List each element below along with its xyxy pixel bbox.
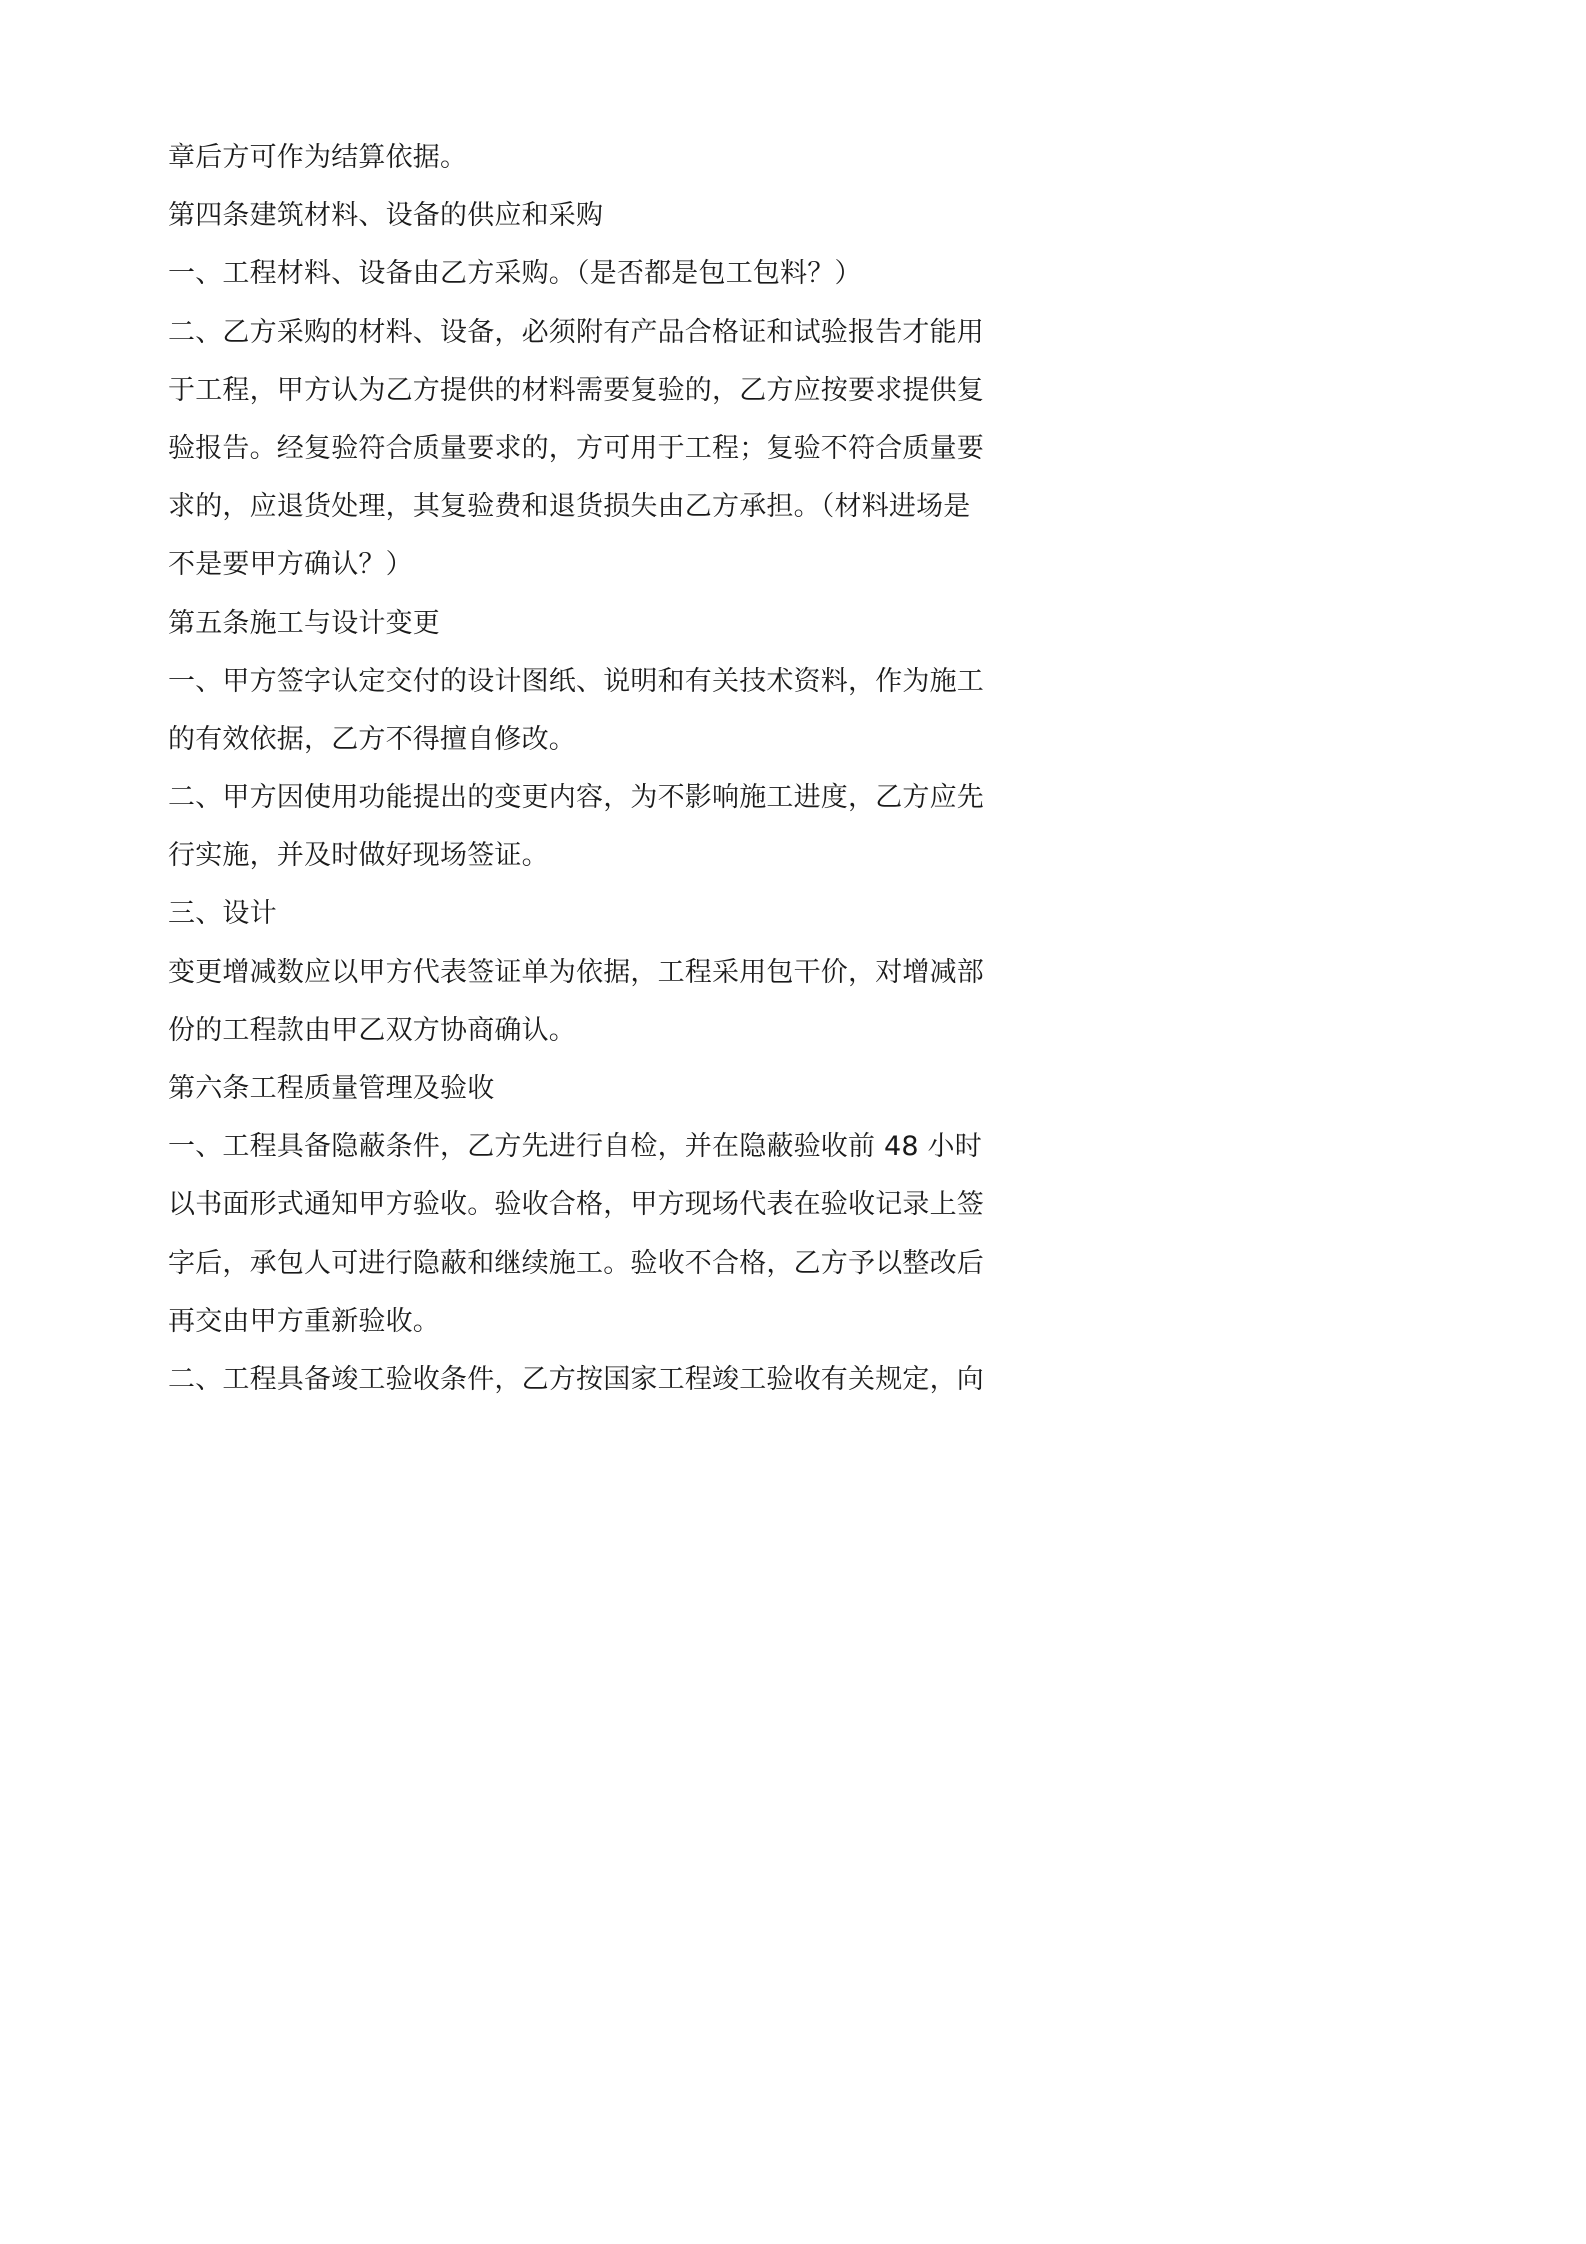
- text-line: 再交由甲方重新验收。: [168, 1305, 440, 1337]
- text-line: 章后方可作为结算依据。: [168, 142, 468, 173]
- text-line: 的有效依据，乙方不得擅自修改。: [168, 723, 576, 755]
- text-line: 以书面形式通知甲方验收。验收合格，甲方现场代表在验收记录上签: [168, 1189, 984, 1221]
- text-line: 于工程，甲方认为乙方提供的材料需要复验的，乙方应按要求提供复: [168, 374, 984, 406]
- text-line: 变更增减数应以甲方代表签证单为依据，工程采用包干价，对增减部: [168, 956, 984, 988]
- text-line: 三、设计: [168, 898, 277, 930]
- section-heading: 第六条工程质量管理及验收: [168, 1073, 495, 1104]
- document-page: [0, 0, 1100, 1556]
- section-heading: 第四条建筑材料、设备的供应和采购: [168, 200, 604, 232]
- text-line: 二、甲方因使用功能提出的变更内容，为不影响施工进度，乙方应先: [168, 782, 984, 814]
- text-line: 二、工程具备竣工验收条件，乙方按国家工程竣工验收有关规定，向: [168, 1363, 984, 1395]
- document-body: [168, 136, 984, 1416]
- text-line: 字后，承包人可进行隐蔽和继续施工。验收不合格，乙方予以整改后: [168, 1247, 984, 1279]
- text-line: 份的工程款由甲乙双方协商确认。: [168, 1014, 576, 1046]
- text-line: 不是要甲方确认？）: [168, 549, 413, 581]
- text-line: 验报告。经复验符合质量要求的，方可用于工程；复验不符合质量要: [168, 432, 984, 464]
- text-line: 求的，应退货处理，其复验费和退货损失由乙方承担。（材料进场是: [168, 491, 971, 523]
- section-heading: 第五条施工与设计变更: [168, 607, 440, 639]
- text-line: 一、甲方签字认定交付的设计图纸、说明和有关技术资料，作为施工: [168, 665, 984, 697]
- text-line: 一、工程具备隐蔽条件，乙方先进行自检，并在隐蔽验收前 48 小时: [168, 1131, 982, 1163]
- text-line: 二、乙方采购的材料、设备，必须附有产品合格证和试验报告才能用: [168, 316, 984, 348]
- text-line: 行实施，并及时做好现场签证。: [168, 840, 549, 872]
- text-line: 一、工程材料、设备由乙方采购。（是否都是包工包料？）: [168, 258, 862, 290]
